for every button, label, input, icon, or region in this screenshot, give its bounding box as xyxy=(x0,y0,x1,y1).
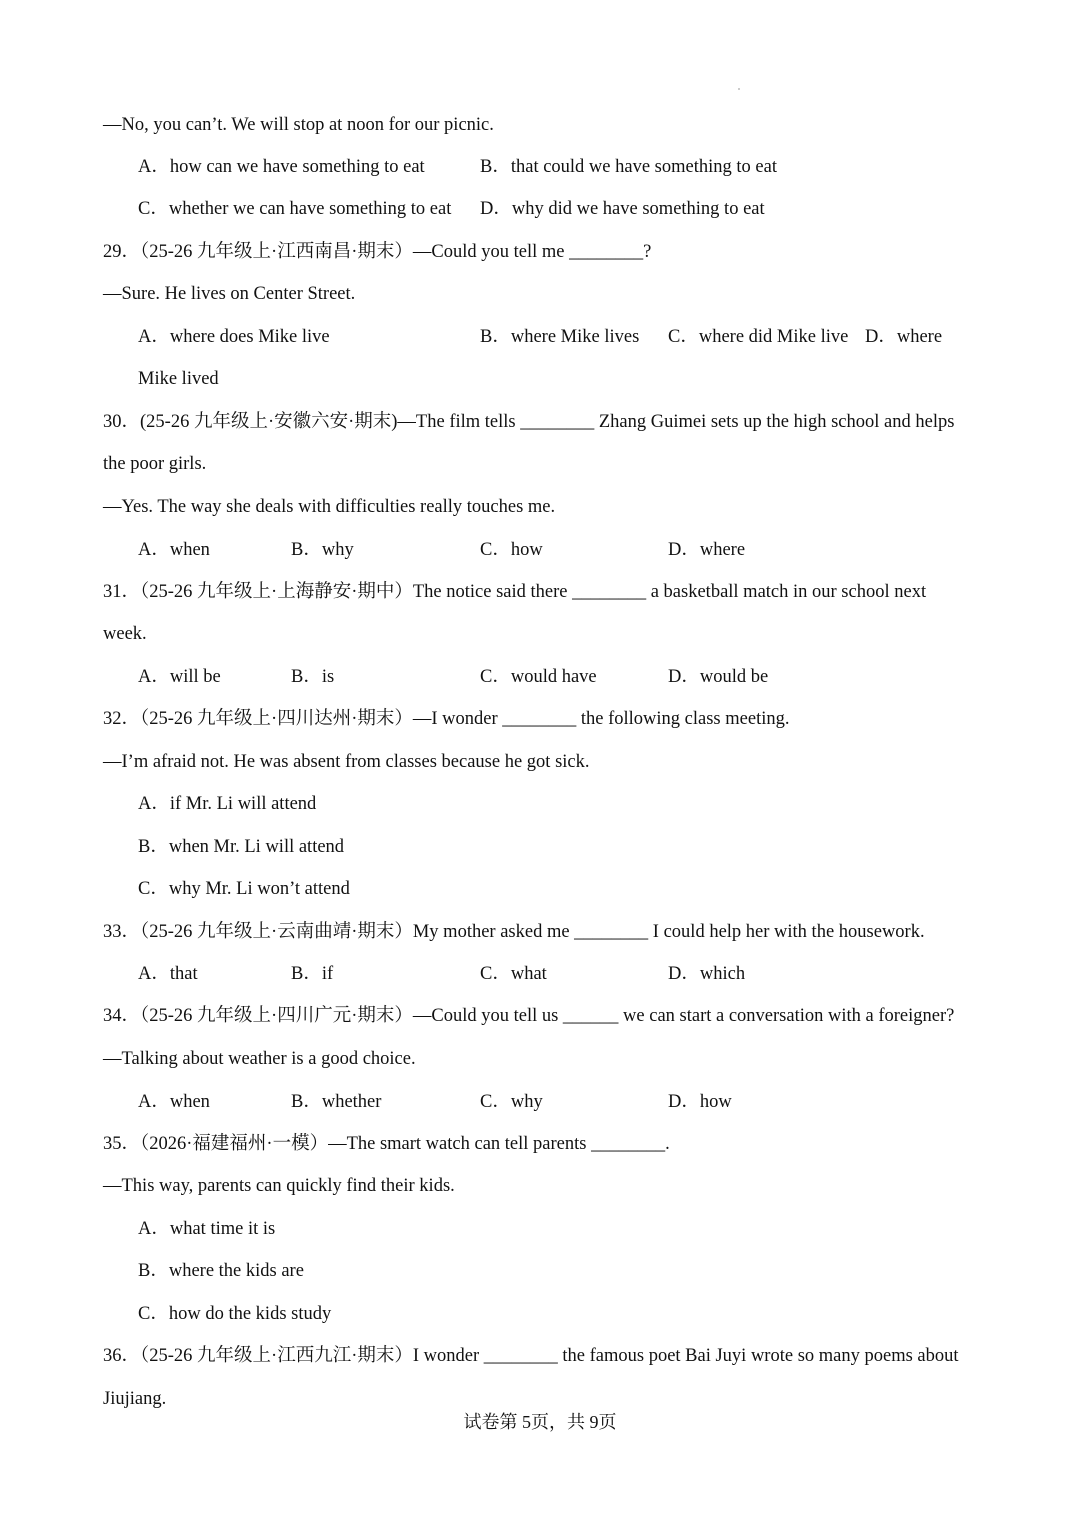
scan-speck xyxy=(738,88,740,90)
question-30: 30．(25-26 九年级上·安徽六安·期末)—The film tells ________ Zhang Guimei sets up the high school and helps xyxy=(103,412,955,432)
answer-line: —Sure. He lives on Center Street. xyxy=(103,284,356,304)
q30-option-b: B．why xyxy=(291,540,354,560)
q32-option-a: A．if Mr. Li will attend xyxy=(138,794,317,814)
q32-option-c: C．why Mr. Li won’t attend xyxy=(138,879,350,899)
answer-line: —Yes. The way she deals with difficulties really touches me. xyxy=(103,497,556,517)
question-36-continued: Jiujiang. xyxy=(103,1389,167,1409)
question-35: 35．（2026·福建福州·一模）—The smart watch can tell parents ________. xyxy=(103,1134,670,1154)
question-31-continued: week. xyxy=(103,624,147,644)
q35-option-c: C．how do the kids study xyxy=(138,1304,332,1324)
q33-option-c: C．what xyxy=(480,964,547,984)
question-31: 31．（25-26 九年级上·上海静安·期中）The notice said there ________ a basketball match in our school next xyxy=(103,582,927,602)
q31-option-a: A．will be xyxy=(138,667,221,687)
question-34: 34．（25-26 九年级上·四川广元·期末）—Could you tell us ______ we can start a conversation with a foreigner? xyxy=(103,1006,955,1026)
q34-option-b: B．whether xyxy=(291,1092,382,1112)
q30-option-a: A．when xyxy=(138,540,210,560)
q29-option-c: C．where did Mike live xyxy=(668,327,849,347)
answer-line: —No, you can’t. We will stop at noon for our picnic. xyxy=(103,115,494,135)
answer-line: —This way, parents can quickly find their kids. xyxy=(103,1176,455,1196)
q31-option-c: C．would have xyxy=(480,667,597,687)
answer-line: —Talking about weather is a good choice. xyxy=(103,1049,416,1069)
q30-option-d: D．where xyxy=(668,540,746,560)
q33-option-d: D．which xyxy=(668,964,746,984)
q34-option-a: A．when xyxy=(138,1092,210,1112)
q33-option-b: B．if xyxy=(291,964,334,984)
q34-option-c: C．why xyxy=(480,1092,543,1112)
q28-option-d: D．why did we have something to eat xyxy=(480,199,765,219)
question-30-continued: the poor girls. xyxy=(103,454,207,474)
q35-option-b: B．where the kids are xyxy=(138,1261,304,1281)
q29-option-d-continued: Mike lived xyxy=(138,369,219,389)
q35-option-a: A．what time it is xyxy=(138,1219,276,1239)
q28-option-a: A．how can we have something to eat xyxy=(138,157,425,177)
q30-option-c: C．how xyxy=(480,540,543,560)
q31-option-d: D．would be xyxy=(668,667,769,687)
question-33: 33．（25-26 九年级上·云南曲靖·期末）My mother asked me ________ I could help her with the housework. xyxy=(103,922,925,942)
q28-option-b: B．that could we have something to eat xyxy=(480,157,777,177)
q28-option-c: C．whether we can have something to eat xyxy=(138,199,452,219)
q29-option-d: D．where xyxy=(865,327,943,347)
q31-option-b: B．is xyxy=(291,667,335,687)
q33-option-a: A．that xyxy=(138,964,198,984)
question-36: 36．（25-26 九年级上·江西九江·期末）I wonder ________ the famous poet Bai Juyi wrote so many poems about xyxy=(103,1346,959,1366)
q29-option-b: B．where Mike lives xyxy=(480,327,640,347)
page-footer: 试卷第 5页，共 9页 xyxy=(463,1412,617,1432)
q32-option-b: B．when Mr. Li will attend xyxy=(138,837,345,857)
question-29: 29．（25-26 九年级上·江西南昌·期末）—Could you tell me ________? xyxy=(103,242,652,262)
q34-option-d: D．how xyxy=(668,1092,732,1112)
q29-option-a: A．where does Mike live xyxy=(138,327,330,347)
answer-line: —I’m afraid not. He was absent from classes because he got sick. xyxy=(103,752,590,772)
question-32: 32．（25-26 九年级上·四川达州·期末）—I wonder ________ the following class meeting. xyxy=(103,709,790,729)
